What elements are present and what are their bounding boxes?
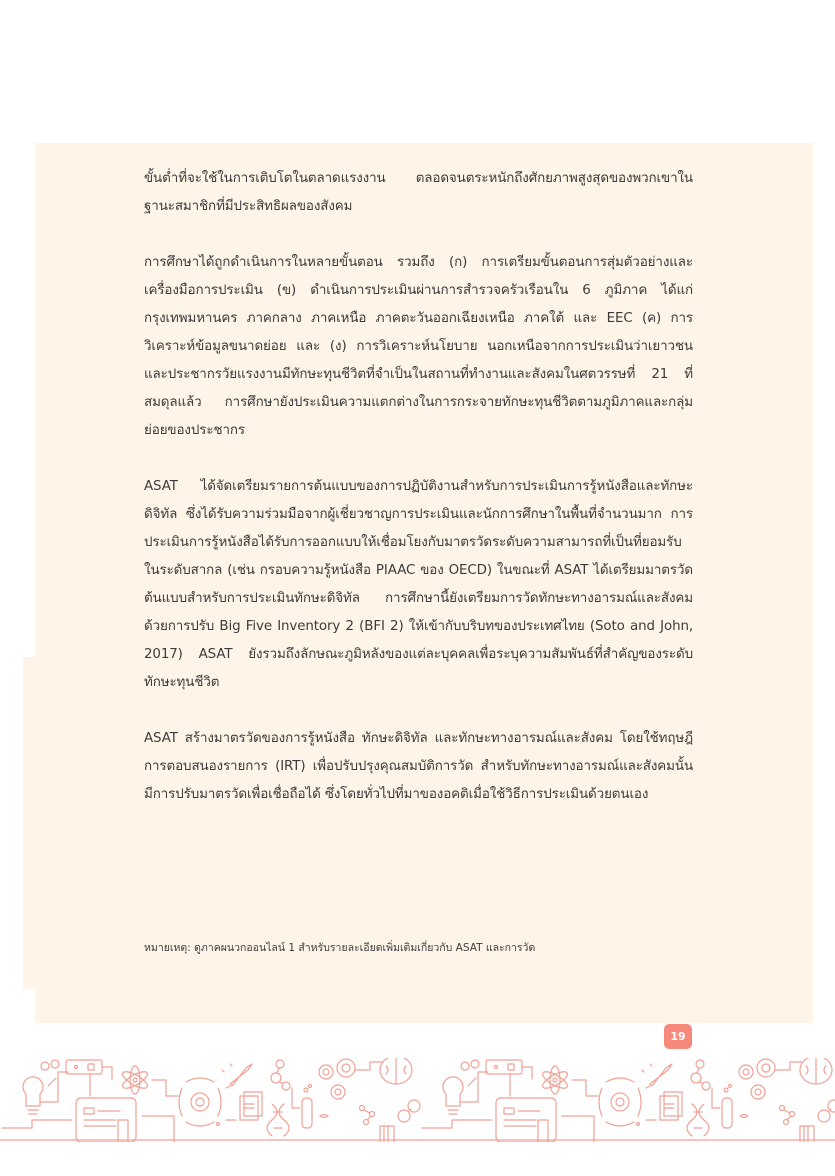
page-number-badge: 19: [664, 1024, 692, 1049]
paragraph-3: ASAT ได้จัดเตรียมรายการต้นแบบของการปฏิบัติงานสำหรับการประเมินการรู้หนังสือและทักษะดิจิทัล ซึ่งได้รับความร่วมมือจากผู้เชี่ยวชาญการประเมินและนักการศึกษาในพื้นที่จำนวนมาก การประเมินการรู้หนังสือได้รับการออกแบบให้เชื่อมโยงกับมาตรวัดระดับความสามารถที่เป็นที่ยอมรับในระดับสากล (เช่น กรอบความรู้หนังสือ PIAAC ของ OECD) ในขณะที่ ASAT ได้เตรียมมาตรวัดต้นแบบสำหรับการประเมินทักษะดิจิทัล การศึกษานี้ยังเตรียมการวัดทักษะทางอารมณ์และสังคมด้วยการปรับ Big Five Inventory 2 (BFI 2) ให้เข้ากับบริบทของประเทศไทย (Soto and John, 2017) ASAT ยังรวมถึงลักษณะภูมิหลังของแต่ละบุคคลเพื่อระบุความสัมพันธ์ที่สำคัญของระดับทักษะทุนชีวิต: [144, 479, 693, 690]
content-panel-edge: [23, 657, 37, 989]
paragraph-4: ASAT สร้างมาตรวัดของการรู้หนังสือ ทักษะดิจิทัล และทักษะทางอารมณ์และสังคม โดยใช้ทฤษฎีการตอบสนองรายการ (IRT) เพื่อปรับปรุงคุณสมบัติการวัด สำหรับทักษะทางอารมณ์และสังคมนั้น มีการปรับมาตรวัดเพื่อเชื่อถือได้ ซึ่งโดยทั่วไปที่มาของอคติเมื่อใช้วิธีการประเมินด้วยตนเอง: [144, 731, 693, 802]
footnote: หมายเหตุ: ดูภาคผนวกออนไลน์ 1 สำหรับรายละเอียดเพิ่มเติมเกี่ยวกับ ASAT และการวัด: [144, 942, 536, 954]
paragraph-2: การศึกษาได้ถูกดำเนินการในหลายขั้นตอน รวมถึง (ก) การเตรียมขั้นตอนการสุ่มตัวอย่างและเครื่องมือการประเมิน (ข) ดำเนินการประเมินผ่านการสำรวจครัวเรือนใน 6 ภูมิภาค ได้แก่ กรุงเทพมหานคร ภาคกลาง ภาคเหนือ ภาคตะวันออกเฉียงเหนือ ภาคใต้ และ EEC (ค) การวิเคราะห์ข้อมูลขนาดย่อย และ (ง) การวิเคราะห์นโยบาย นอกเหนือจากการประเมินว่าเยาวชนและประชากรวัยแรงงานมีทักษะทุนชีวิตที่จำเป็นในสถานที่ทำงานและสังคมในศตวรรษที่ 21 ที่สมดุลแล้ว การศึกษายังประเมินความแตกต่างในการกระจายทักษะทุนชีวิตตามภูมิภาคและกลุ่มย่อยของประชากร: [144, 255, 693, 438]
education-science-line-art-icon: [0, 1058, 835, 1142]
paragraph-1: ขั้นต่ำที่จะใช้ในการเติบโตในตลาดแรงงาน ตลอดจนตระหนักถึงศักยภาพสูงสุดของพวกเขาในฐานะสมาชิกที่มีประสิทธิผลของสังคม: [144, 171, 693, 214]
body-text: [144, 165, 693, 837]
